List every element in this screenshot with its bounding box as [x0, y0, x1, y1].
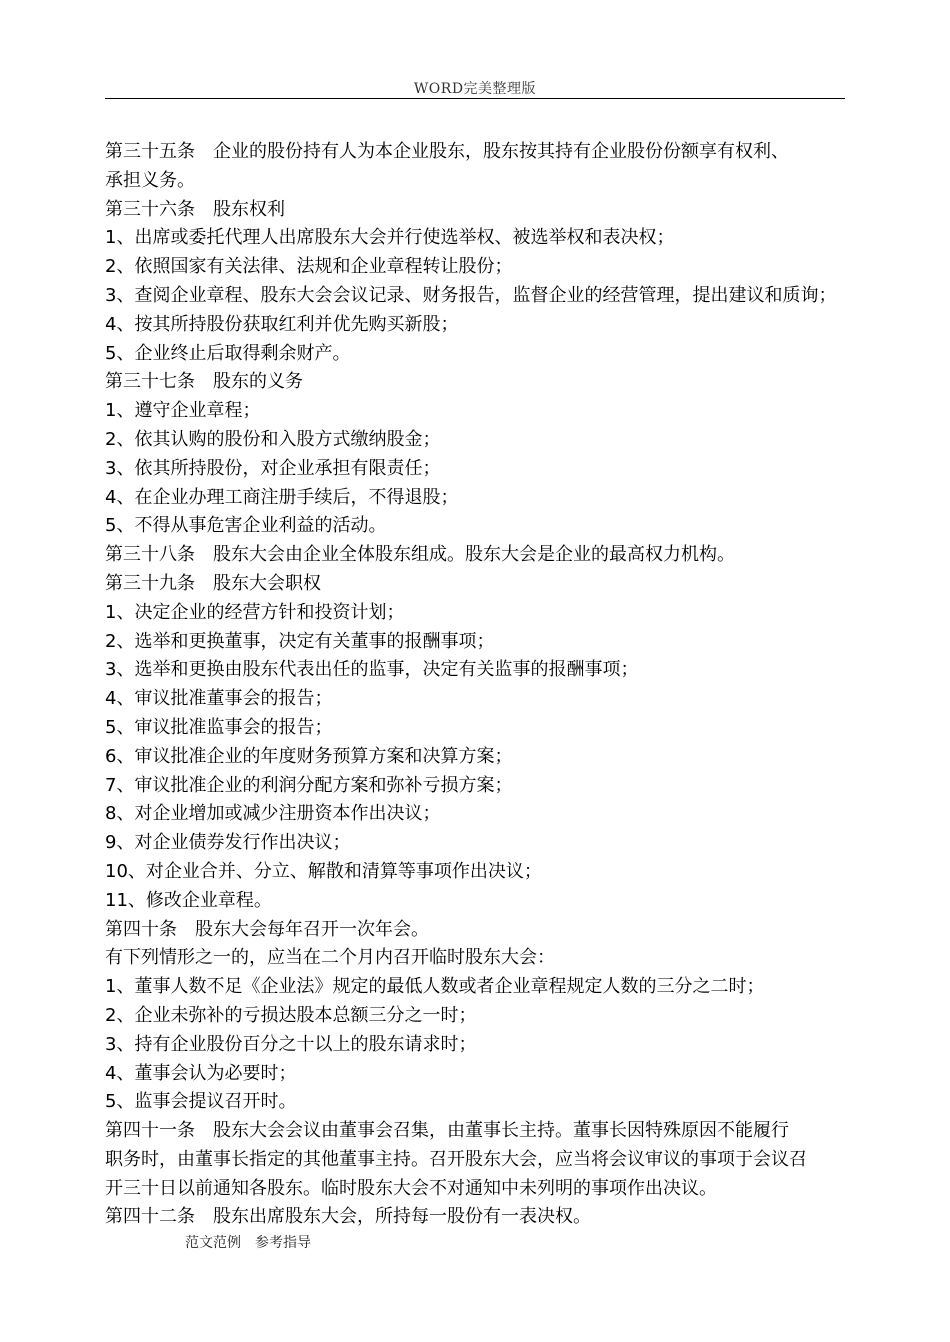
text-line: 3、选举和更换由股东代表出任的监事，决定有关监事的报酬事项； [105, 659, 639, 681]
text-line: 10、对企业合并、分立、解散和清算等事项作出决议； [105, 860, 542, 882]
text-line: 4、在企业办理工商注册手续后，不得退股； [105, 486, 459, 508]
text-line: 第三十九条 股东大会职权 [105, 572, 321, 594]
document-body [105, 138, 845, 1232]
text-line: 2、选举和更换董事，决定有关董事的报酬事项； [105, 630, 495, 652]
text-line: 1、出席或委托代理人出席股东大会并行使选举权、被选举权和表决权； [105, 227, 675, 249]
text-line: 承担义务。 [105, 169, 195, 191]
text-line: 第四十条 股东大会每年召开一次年会。 [105, 918, 429, 940]
text-line: 6、审议批准企业的年度财务预算方案和决算方案； [105, 745, 513, 767]
text-line: 3、持有企业股份百分之十以上的股东请求时； [105, 1033, 477, 1055]
text-line: 1、遵守企业章程； [105, 400, 261, 422]
text-line: 有下列情形之一的，应当在二个月内召开临时股东大会： [105, 947, 555, 969]
text-line: 4、按其所持股份获取红利并优先购买新股； [105, 313, 459, 335]
text-line: 7、审议批准企业的利润分配方案和弥补亏损方案； [105, 774, 513, 796]
text-line: 职务时，由董事长指定的其他董事主持。召开股东大会，应当将会议审议的事项于会议召 [105, 1148, 807, 1170]
text-line: 2、依照国家有关法律、法规和企业章程转让股份； [105, 256, 513, 278]
text-line: 2、依其认购的股份和入股方式缴纳股金； [105, 428, 441, 450]
page-footer: 范文范例 参考指导 [185, 1235, 311, 1251]
text-line: 5、企业终止后取得剩余财产。 [105, 342, 351, 364]
text-line: 5、监事会提议召开时。 [105, 1091, 297, 1113]
page-header: WORD完美整理版 [413, 81, 537, 97]
text-line: 第三十六条 股东权利 [105, 198, 285, 220]
text-line: 第三十八条 股东大会由企业全体股东组成。股东大会是企业的最高权力机构。 [105, 544, 735, 566]
text-line: 第三十五条 企业的股份持有人为本企业股东，股东按其持有企业股份份额享有权利、 [105, 141, 789, 162]
text-line: 3、查阅企业章程、股东大会会议记录、财务报告，监督企业的经营管理，提出建议和质询； [105, 284, 837, 306]
text-line: 4、审议批准董事会的报告； [105, 688, 333, 710]
text-line: 第四十一条 股东大会会议由董事会召集，由董事长主持。董事长因特殊原因不能履行 [105, 1120, 789, 1142]
text-line: 11、修改企业章程。 [105, 889, 272, 911]
text-line: 开三十日以前通知各股东。临时股东大会不对通知中未列明的事项作出决议。 [105, 1177, 717, 1199]
text-line: 3、依其所持股份，对企业承担有限责任； [105, 457, 441, 479]
text-line: 8、对企业增加或减少注册资本作出决议； [105, 803, 441, 825]
text-line: 2、企业未弥补的亏损达股本总额三分之一时； [105, 1004, 477, 1026]
text-line: 5、审议批准监事会的报告； [105, 716, 333, 738]
text-line: 1、董事人数不足《企业法》规定的最低人数或者企业章程规定人数的三分之二时； [105, 976, 765, 998]
text-line: 第四十二条 股东出席股东大会，所持每一股份有一表决权。 [105, 1206, 591, 1228]
text-line: 9、对企业债券发行作出决议； [105, 832, 351, 854]
text-line: 1、决定企业的经营方针和投资计划； [105, 601, 405, 623]
text-line: 第三十七条 股东的义务 [105, 371, 303, 393]
text-line: 5、不得从事危害企业利益的活动。 [105, 515, 387, 537]
text-line: 4、董事会认为必要时； [105, 1062, 297, 1084]
header-divider [105, 98, 845, 99]
